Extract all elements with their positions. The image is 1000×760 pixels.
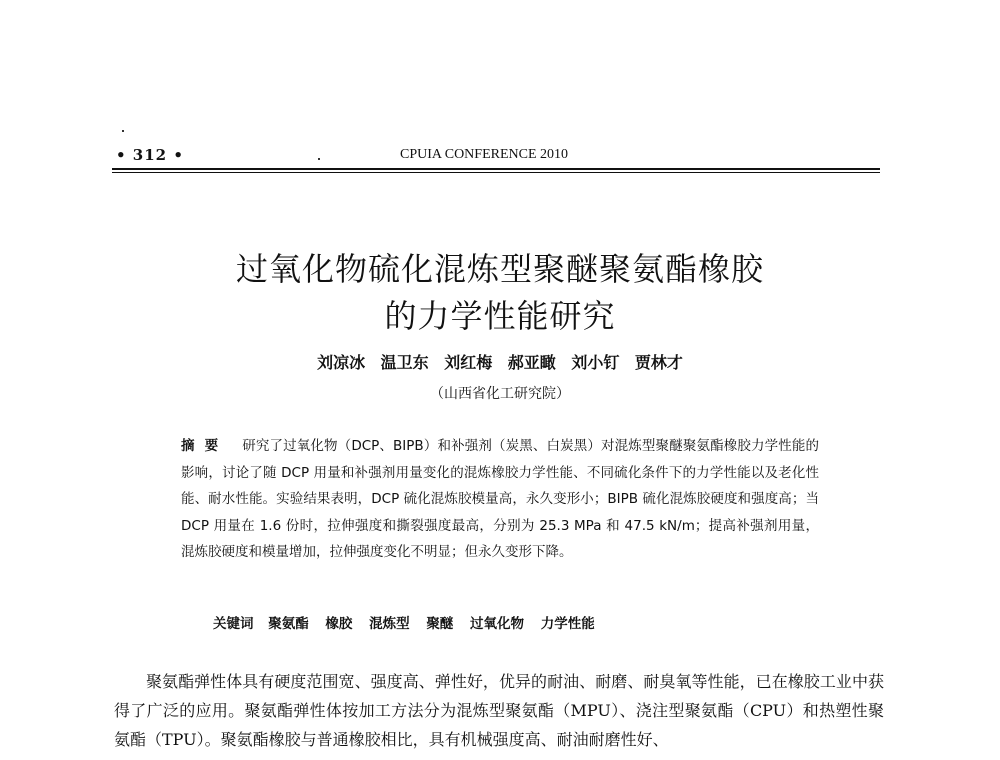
abstract-text: 研究了过氧化物（DCP、BIPB）和补强剂（炭黑、白炭黑）对混炼型聚醚聚氨酯橡胶力学性能的影响，讨论了随 DCP 用量和补强剂用量变化的混炼橡胶力学性能、不同硫化条件下的力学性能以及老化性能、耐水性能。实验结果表明，DCP 硫化混炼胶模量高，永久变形小；BIPB 硫化混炼胶硬度和强度高；当 DCP 用量在 1.6 份时，拉伸强度和撕裂强度最高，分别为 25.3 MPa 和 47.5 kN/m；提高补强剂用量，混炼胶硬度和模量增加，拉伸强度变化不明显；但永久变形下降。 (181, 438, 819, 560)
paper-title-line2: 的力学性能研究 (384, 297, 616, 335)
abstract-label: 摘要 (181, 438, 229, 454)
keyword: 过氧化物 (470, 616, 525, 632)
body-text (114, 667, 884, 754)
scan-speck (318, 158, 320, 160)
page-number: • 312 • (116, 146, 184, 164)
author-list: 刘凉冰 温卫东 刘红梅 郝亚瞰 刘小钉 贾林才 (317, 353, 683, 372)
abstract (181, 433, 819, 566)
keyword: 混炼型 (369, 616, 410, 632)
paper-title-line1: 过氧化物硫化混炼型聚醚聚氨酯橡胶 (235, 250, 764, 288)
scan-speck (122, 130, 124, 132)
affiliation: （山西省化工研究院） (430, 386, 570, 402)
keyword: 聚氨酯 (268, 616, 309, 632)
keywords-label: 关键词 (213, 616, 254, 632)
body-paragraph: 聚氨酯弹性体具有硬度范围宽、强度高、弹性好，优异的耐油、耐磨、耐臭氧等性能，已在橡胶工业中获得了广泛的应用。聚氨酯弹性体按加工方法分为混炼型聚氨酯（MPU）、浇注型聚氨酯（CPU）和热塑性聚氨酯（TPU）。聚氨酯橡胶与普通橡胶相比，具有机械强度高、耐油耐磨性好、 (114, 672, 884, 749)
keyword: 橡胶 (325, 616, 353, 632)
keyword: 力学性能 (540, 616, 595, 632)
header-rule-thick (112, 168, 880, 170)
keywords (213, 612, 813, 632)
keyword: 聚醚 (426, 616, 454, 632)
header-rule-thin (112, 172, 880, 173)
running-header: CPUIA CONFERENCE 2010 (400, 147, 569, 162)
